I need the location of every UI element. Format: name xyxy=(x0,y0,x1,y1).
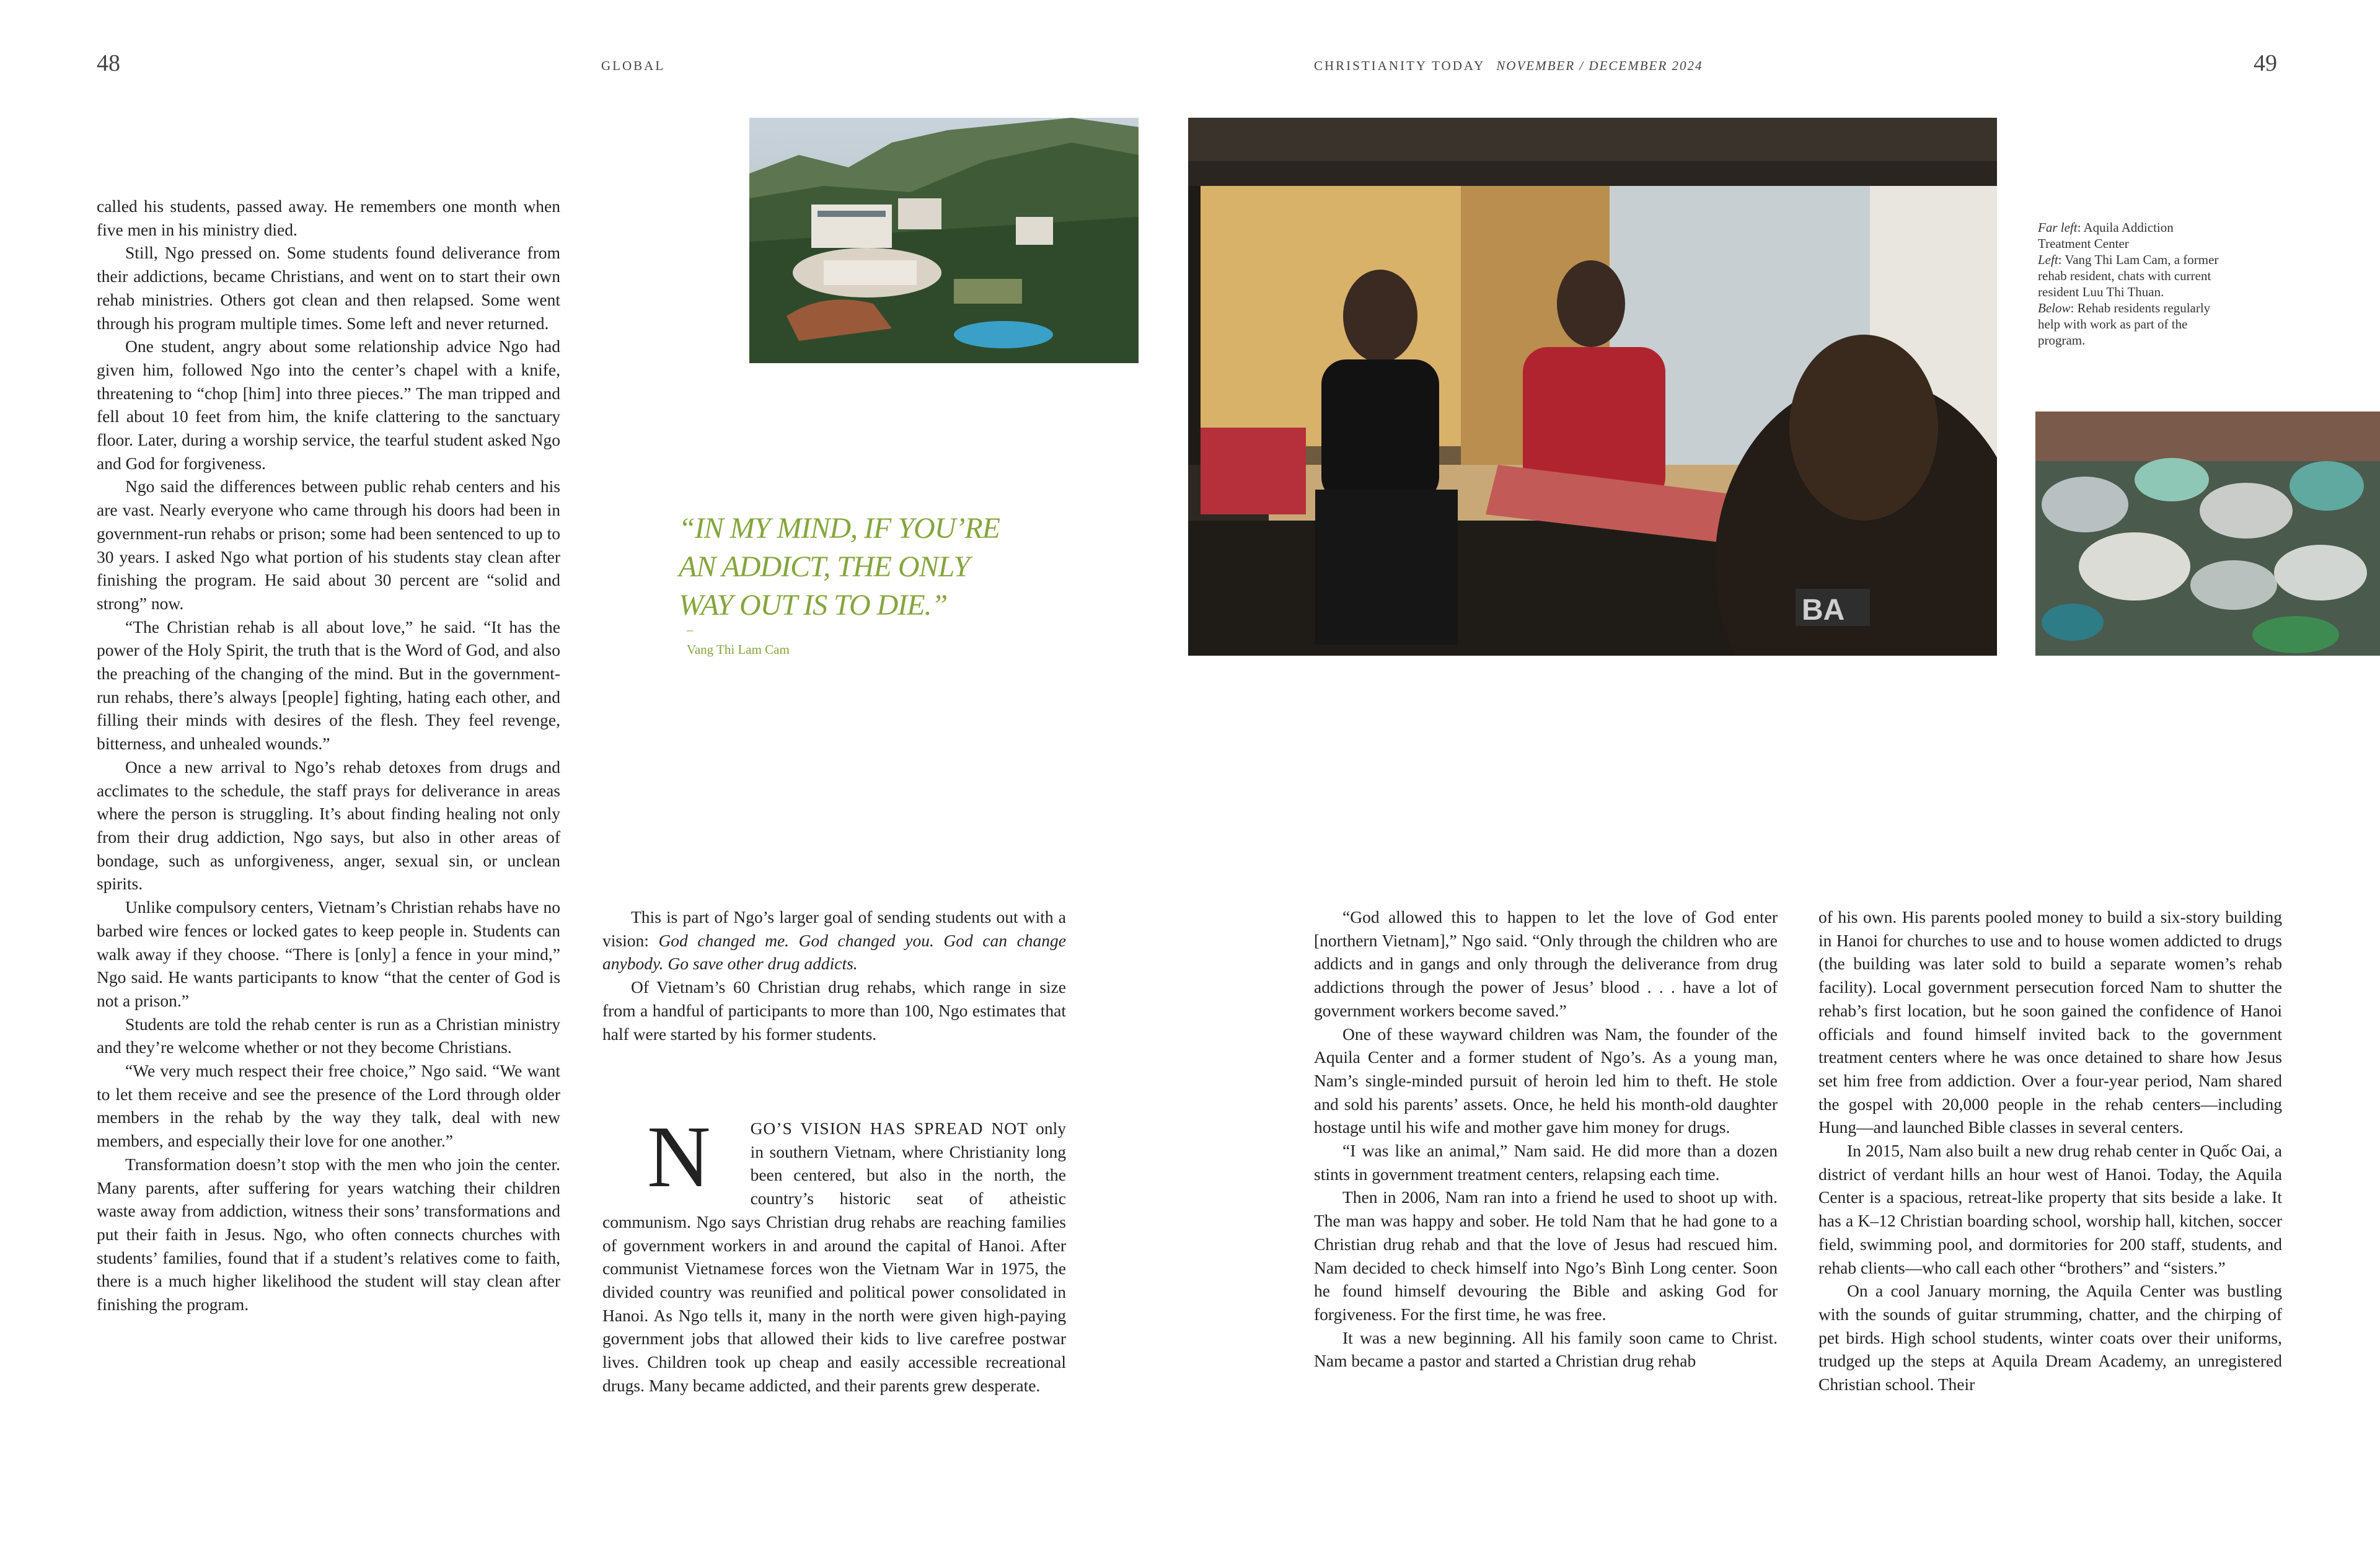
caption-text-far-left: : Aquila Addiction Treatment Center xyxy=(2038,220,2174,251)
caption-text-below: : Rehab residents regularly help with work as part of the program. xyxy=(2038,301,2211,348)
paragraph xyxy=(602,905,1066,975)
aerial-photo-image xyxy=(749,118,1139,363)
caption-label-far-left: Far left xyxy=(2038,220,2078,235)
paragraph: “God allowed this to happen to let the love of God enter [northern Vietnam],” Ngo said. “Only through the children who are addicts and in gangs and only through the deliverance from drug addictions through the power of Jesus’ blood . . . have a lot of government workers become saved.” xyxy=(1314,907,1778,1020)
pull-quote-attribution: Vang Thi Lam Cam xyxy=(687,642,790,657)
caption-label-left: Left xyxy=(2038,252,2058,267)
paragraph: Then in 2006, Nam ran into a friend he used to shoot up with. The man was happy and sober. He told Nam that he had gone to a Christian drug rehab and that the love of Jesus had rescued him. Nam decided to check himself into Ngo’s Bình Long center. Soon he found himself devouring the Bible and asking God for forgiveness. For the first time, he was free. xyxy=(1314,1187,1778,1324)
italic-vision: God changed me. God changed you. God can change anybody. Go save other drug addicts. xyxy=(602,930,1066,974)
paragraph: “I was like an animal,” Nam said. He did more than a dozen stints in government treatment centers, relapsing each time. xyxy=(1314,1141,1778,1184)
paragraph: Students are told the rehab center is run as a Christian ministry and they’re welcome whether or not they become Christians. xyxy=(97,1014,560,1057)
pull-quote: “IN MY MIND, IF YOU’RE AN ADDICT, THE ONLY WAY OUT IS TO DIE.” xyxy=(679,512,1000,622)
page-number-right: 49 xyxy=(2254,50,2277,76)
caption-label-below: Below xyxy=(2038,301,2071,315)
magazine-name: CHRISTIANITY TODAY xyxy=(1314,58,1486,73)
aerial-photo xyxy=(749,118,1139,363)
article-column-3 xyxy=(1314,905,1778,1373)
pull-quote-dash: – xyxy=(687,622,694,637)
interior-photo-image xyxy=(1188,118,1997,656)
dishes-photo-image xyxy=(2035,412,2380,656)
section-label: GLOBAL xyxy=(601,58,666,73)
dishes-photo xyxy=(2035,412,2380,656)
paragraph-text: This is part of Ngo’s larger goal of sending students out with a vision: xyxy=(602,907,1066,950)
paragraph-text: only in southern Vietnam, where Christianity long been centered, but also in the north, the country’s historic seat of atheistic communism. Ngo says Christian drug rehabs are reaching families of government workers in and around the capital of Hanoi. After communist Vietnamese forces won the Vietnam War in 1975, the divided country was reunified and political power consolidated in Hanoi. As Ngo tells it, many in the north were given high-paying government jobs that allowed their kids to live carefree postwar lives. Children took up cheap and easily accessible recreational drugs. Many became addicted, and their parents grew desperate. xyxy=(602,1119,1066,1395)
article-column-2 xyxy=(602,905,1066,1045)
paragraph: Transformation doesn’t stop with the men who join the center. Many parents, after suffering for years watching their children waste away from addiction, witness their sons’ transformations and put their faith in Jesus. Ngo, who often connects churches with students’ families, found that if a student’s relatives come to faith, there is a much higher likelihood the student will stay clean after finishing the program. xyxy=(97,1154,560,1314)
running-header xyxy=(1314,58,1703,74)
lead-in-caps: GO’S VISION HAS SPREAD NOT xyxy=(750,1119,1028,1138)
photo-caption xyxy=(2038,219,2224,348)
paragraph: On a cool January morning, the Aquila Center was bustling with the sounds of guitar strumming, chatter, and the chirping of pet birds. High school students, winter coats over their uniforms, trudged up the steps at Aquila Dream Academy, an unregistered Christian school. Their xyxy=(1818,1281,2282,1394)
paragraph: Of Vietnam’s 60 Christian drug rehabs, which range in size from a handful of participants to more than 100, Ngo estimates that half were started by his former students. xyxy=(602,977,1066,1044)
paragraph: One student, angry about some relationship advice Ngo had given him, followed Ngo into the center’s chapel with a knife, threatening to “chop [him] into three pieces.” The man tripped and fell about 10 feet from him, the knife clattering to the sanctuary floor. Later, during a worship service, the tearful student asked Ngo and God for forgiveness. xyxy=(97,337,560,473)
paragraph: of his own. His parents pooled money to build a six-story building in Hanoi for churches to use and to house women addicted to drugs (the building was later sold to build a separate women’s rehab facility). Local government persecution forced Nam to shutter the rehab’s first location, but he soon gained the confidence of Hanoi officials and found himself invited back to the government treatment centers where he was once detained to share how Jesus set him free from addiction. Over a four-year period, Nam shared the gospel with 20,000 people in the rehab centers—including Hung—and launched Bible classes in several centers. xyxy=(1818,907,2282,1137)
shirt-print: BA xyxy=(1802,594,1845,627)
paragraph xyxy=(602,1107,1066,1397)
article-column-4 xyxy=(1818,905,2282,1396)
interior-photo xyxy=(1188,118,1997,656)
paragraph: One of these wayward children was Nam, the founder of the Aquila Center and a former student of Ngo’s. As a young man, Nam’s single-minded pursuit of heroin led him to theft. He stole and sold his parents’ assets. Once, he held his month-old daughter hostage until his wife and mother gave him money for drugs. xyxy=(1314,1024,1778,1137)
issue-date: NOVEMBER / DECEMBER 2024 xyxy=(1496,58,1703,73)
page-number-left: 48 xyxy=(97,50,120,76)
drop-cap: N xyxy=(647,1107,711,1205)
paragraph: Unlike compulsory centers, Vietnam’s Christian rehabs have no barbed wire fences or locked gates to keep people in. Students can walk away if they choose. “There is [only] a fence in your mind,” Ngo said. He wants participants to know “that the center of God is not a prison.” xyxy=(97,897,560,1010)
article-column-2-section xyxy=(602,1107,1066,1397)
paragraph: It was a new beginning. All his family soon came to Christ. Nam became a pastor and started a Christian drug rehab xyxy=(1314,1327,1778,1371)
paragraph: called his students, passed away. He remembers one month when five men in his ministry died. xyxy=(97,196,560,239)
paragraph: Ngo said the differences between public rehab centers and his are vast. Nearly everyone who came through his doors had been in government-run rehabs or prison; some had been sentenced to up to 30 years. I asked Ngo what portion of his students stay clean after finishing the program. He said about 30 percent are “solid and strong” now. xyxy=(97,477,560,613)
caption-text-left: : Vang Thi Lam Cam, a former rehab resident, chats with current resident Luu Thi Thuan. xyxy=(2038,252,2219,299)
article-column-1 xyxy=(97,195,560,1316)
paragraph: Still, Ngo pressed on. Some students found deliverance from their addictions, became Christians, and went on to start their own rehab ministries. Others got clean and then relapsed. Some went through his program multiple times. Some left and never returned. xyxy=(97,243,560,333)
paragraph: Once a new arrival to Ngo’s rehab detoxes from drugs and acclimates to the schedule, the staff prays for deliverance in areas where the person is struggling. It’s about finding healing not only from their drug addiction, Ngo says, but also in other areas of bondage, such as unforgiveness, anger, sexual sin, or unclean spirits. xyxy=(97,757,560,894)
paragraph: In 2015, Nam also built a new drug rehab center in Quốc Oai, a district of verdant hills an hour west of Hanoi. Today, the Aquila Center is a spacious, retreat-like property that sits beside a lake. It has a K–12 Christian boarding school, worship hall, kitchen, soccer field, swimming pool, and dormitories for 200 staff, students, and rehab clients—who call each other “brothers” and “sisters.” xyxy=(1818,1141,2282,1277)
paragraph: “The Christian rehab is all about love,” he said. “It has the power of the Holy Spirit, the truth that is the Word of God, and also the preaching of the changing of the mind. But in the government-run rehabs, there’s always [people] fighting, hating each other, and filling their minds with desires of the flesh. They feel revenge, bitterness, and unhealed wounds.” xyxy=(97,617,560,754)
paragraph: “We very much respect their free choice,” Ngo said. “We want to let them receive and see the presence of the Lord through older members in the rehab by the way they talk, deal with new members, and especially their love for one another.” xyxy=(97,1061,560,1151)
